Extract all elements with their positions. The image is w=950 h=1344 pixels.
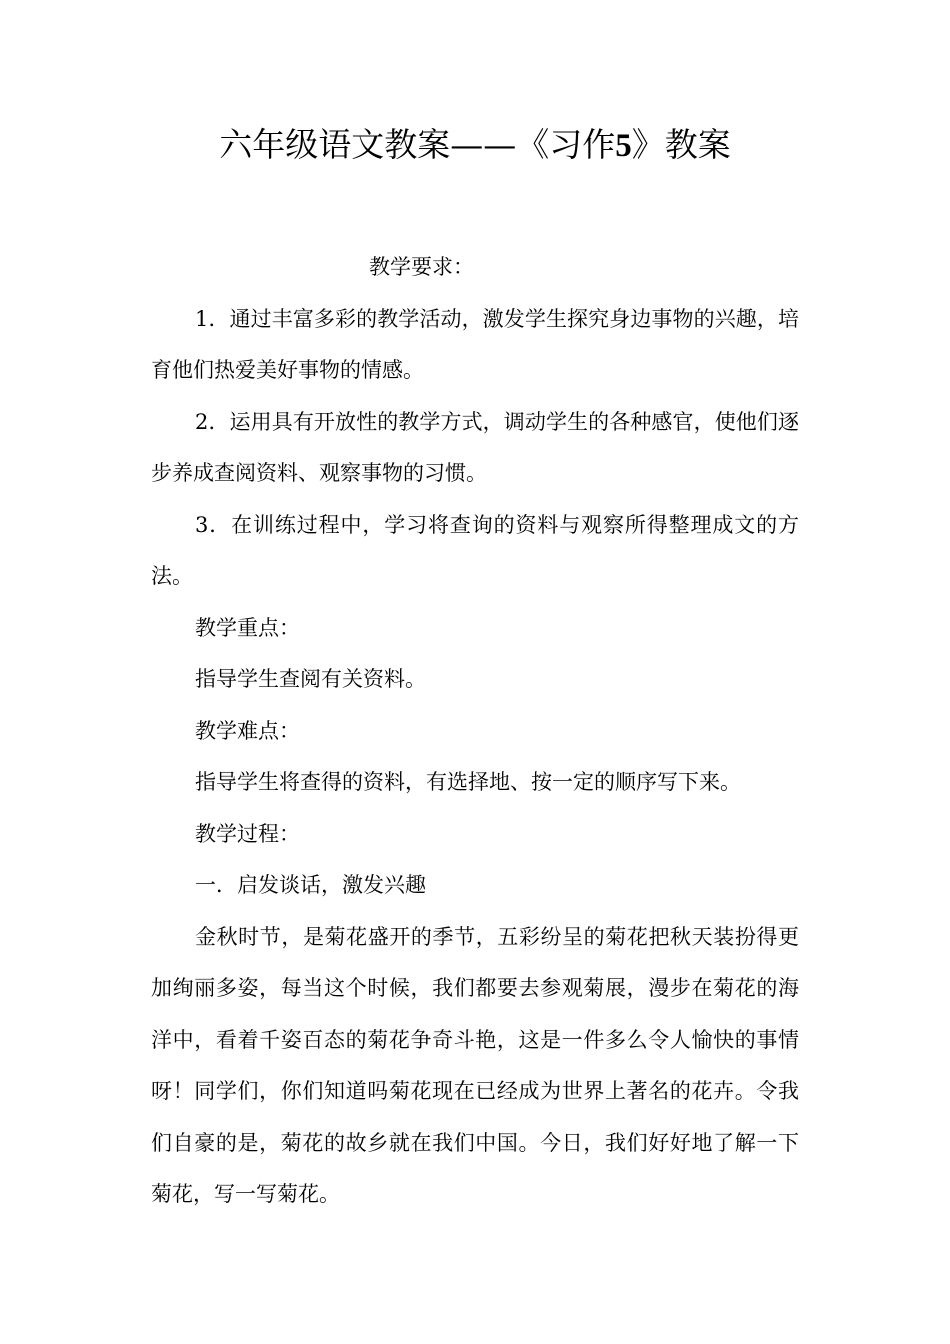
document-body <box>151 242 799 1221</box>
difficulties-text: 指导学生将查得的资料，有选择地、按一定的顺序写下来。 <box>195 770 741 794</box>
requirement-item: 3．在训练过程中，学习将查询的资料与观察所得整理成文的方法。 <box>151 512 799 588</box>
title-prefix: 六年级语文教案——《习作 <box>219 125 616 164</box>
title-suffix: 》教案 <box>631 125 731 164</box>
requirement-item: 1．通过丰富多彩的教学活动，激发学生探究身边事物的兴趣，培育他们热爱美好事物的情感。 <box>151 306 799 382</box>
requirement-item: 2．运用具有开放性的教学方式，调动学生的各种感官，使他们逐步养成查阅资料、观察事物的习惯。 <box>151 409 799 485</box>
requirements-heading: 教学要求： <box>369 255 474 279</box>
key-points-heading: 教学重点： <box>195 615 300 640</box>
title-number: 5 <box>615 128 632 164</box>
difficulties-heading: 教学难点： <box>195 718 300 743</box>
step-one-heading: 一．启发谈话，激发兴趣 <box>195 873 426 897</box>
process-heading: 教学过程： <box>195 821 300 846</box>
document-title <box>0 120 950 171</box>
step-one-paragraph: 金秋时节，是菊花盛开的季节，五彩纷呈的菊花把秋天装扮得更加绚丽多姿，每当这个时候，我们都要去参观菊展，漫步在菊花的海洋中，看着千姿百态的菊花争奇斗艳，这是一件多么令人愉快的事情呀！同学们，你们知道吗菊花现在已经成为世界上著名的花卉。令我们自豪的是，菊花的故乡就在我们中国。今日，我们好好地了解一下菊花，写一写菊花。 <box>151 924 799 1206</box>
key-points-text: 指导学生查阅有关资料。 <box>195 667 426 691</box>
